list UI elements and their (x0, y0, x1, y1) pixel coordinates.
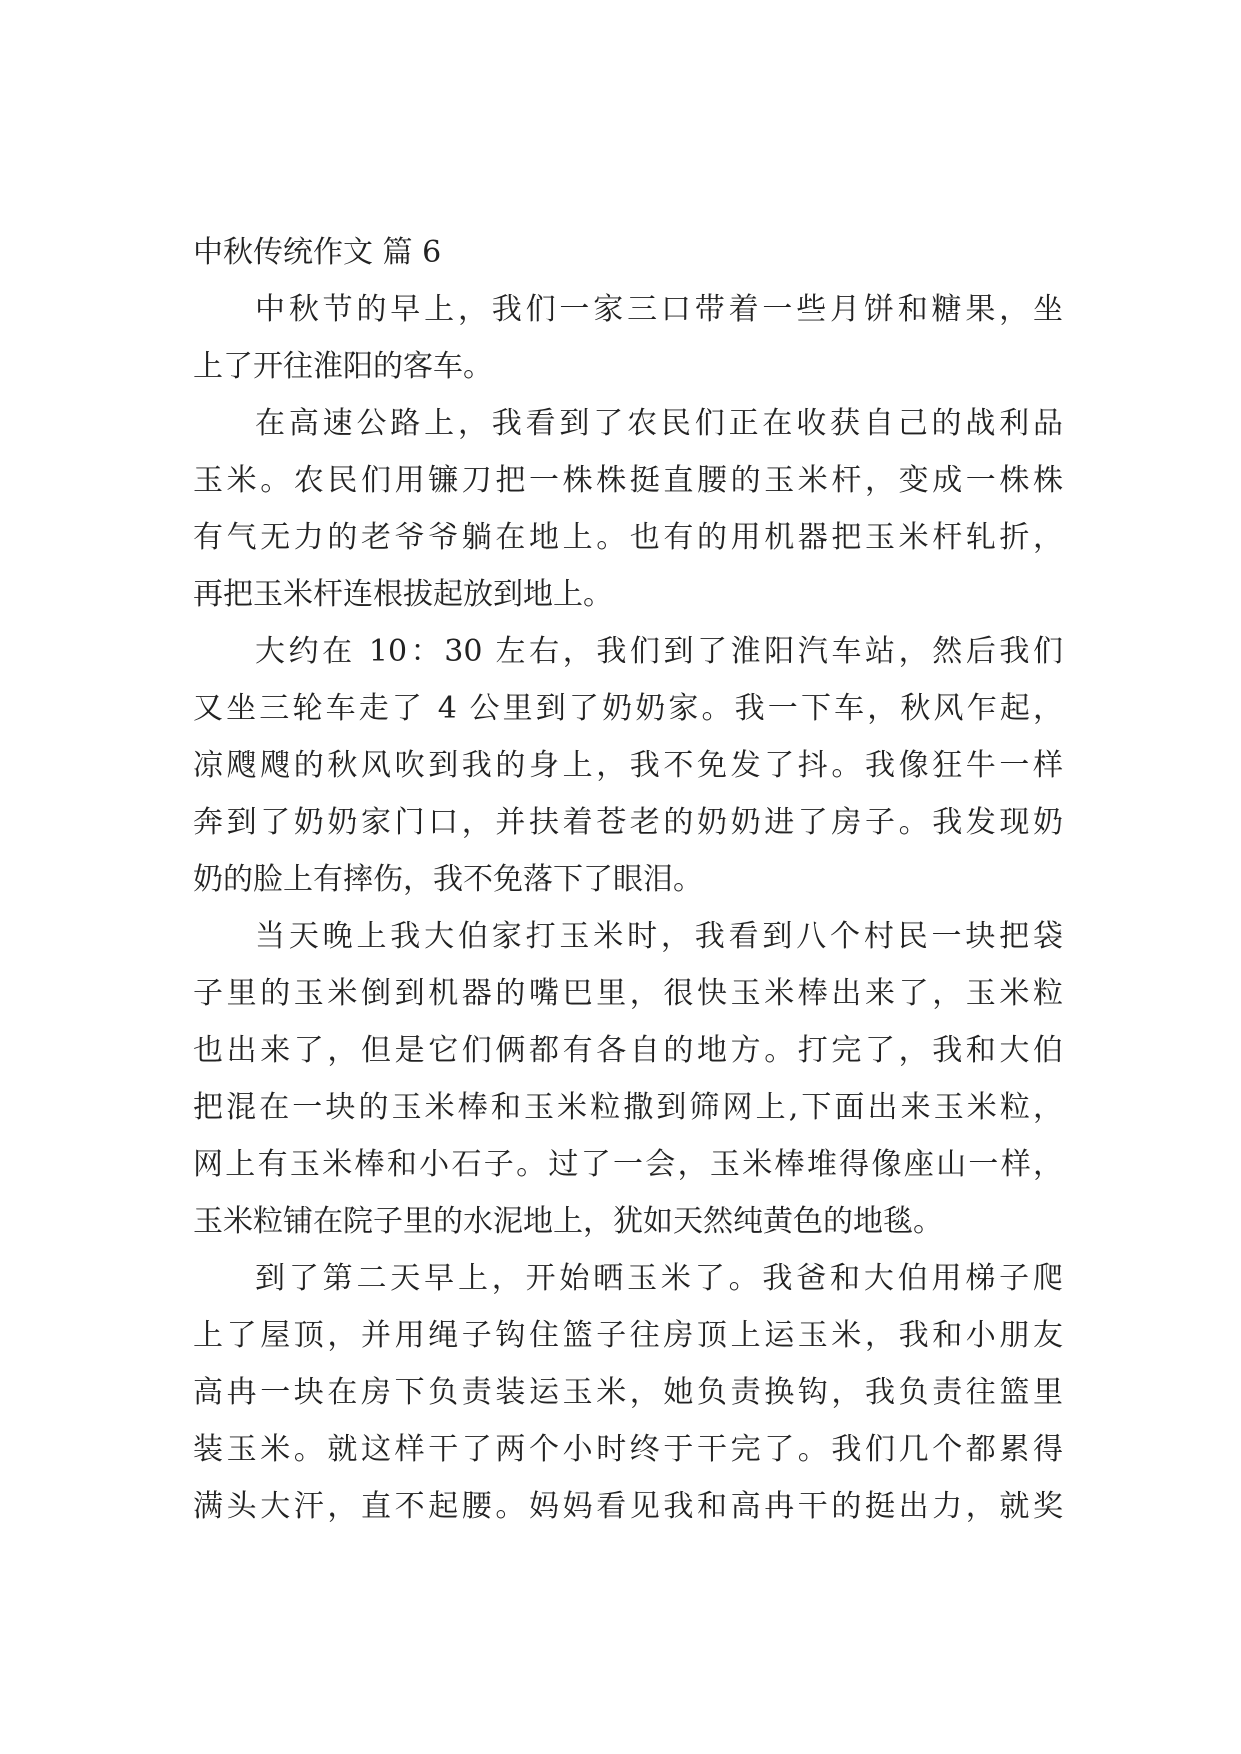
text-line: 也出来了，但是它们俩都有各自的地方。打完了，我和大伯 (193, 1033, 1063, 1068)
document-title: 中秋传统作文 篇 6 (193, 235, 442, 270)
text-line: 在高速公路上，我看到了农民们正在收获自己的战利品 (255, 406, 1063, 441)
document-body (193, 224, 1063, 1535)
text-line: 玉米粒铺在院子里的水泥地上，犹如天然纯黄色的地毯。 (193, 1204, 943, 1239)
text-line: 高冉一块在房下负责装运玉米，她负责换钩，我负责往篮里 (193, 1375, 1063, 1410)
text-line: 有气无力的老爷爷躺在地上。也有的用机器把玉米杆轧折， (193, 520, 1063, 555)
text-line: 大约在 10：30 左右，我们到了淮阳汽车站，然后我们 (255, 634, 1063, 669)
text-line: 凉飕飕的秋风吹到我的身上，我不免发了抖。我像狂牛一样 (193, 748, 1063, 783)
paragraph (193, 281, 1063, 395)
text-line: 把混在一块的玉米棒和玉米粒撒到筛网上,下面出来玉米粒， (193, 1090, 1063, 1125)
text-line: 子里的玉米倒到机器的嘴巴里，很快玉米棒出来了，玉米粒 (193, 976, 1063, 1011)
text-line: 当天晚上我大伯家打玉米时，我看到八个村民一块把袋 (255, 919, 1063, 954)
text-line: 又坐三轮车走了 4 公里到了奶奶家。我一下车，秋风乍起， (193, 691, 1063, 726)
text-line: 上了屋顶，并用绳子钩住篮子往房顶上运玉米，我和小朋友 (193, 1318, 1063, 1353)
text-line: 网上有玉米棒和小石子。过了一会，玉米棒堆得像座山一样， (193, 1147, 1063, 1182)
paragraph (193, 623, 1063, 908)
text-line: 到了第二天早上，开始晒玉米了。我爸和大伯用梯子爬 (255, 1261, 1063, 1296)
text-line: 中秋节的早上，我们一家三口带着一些月饼和糖果，坐 (255, 292, 1063, 327)
text-line: 玉米。农民们用镰刀把一株株挺直腰的玉米杆，变成一株株 (193, 463, 1063, 498)
paragraph (193, 908, 1063, 1250)
text-line: 装玉米。就这样干了两个小时终于干完了。我们几个都累得 (193, 1432, 1063, 1467)
text-line: 满头大汗，直不起腰。妈妈看见我和高冉干的挺出力，就奖 (193, 1489, 1063, 1524)
text-line: 再把玉米杆连根拔起放到地上。 (193, 577, 613, 612)
paragraph (193, 395, 1063, 623)
text-line: 奔到了奶奶家门口，并扶着苍老的奶奶进了房子。我发现奶 (193, 805, 1063, 840)
text-line: 奶的脸上有摔伤，我不免落下了眼泪。 (193, 862, 703, 897)
paragraph (193, 1250, 1063, 1535)
text-line: 上了开往淮阳的客车。 (193, 349, 493, 384)
